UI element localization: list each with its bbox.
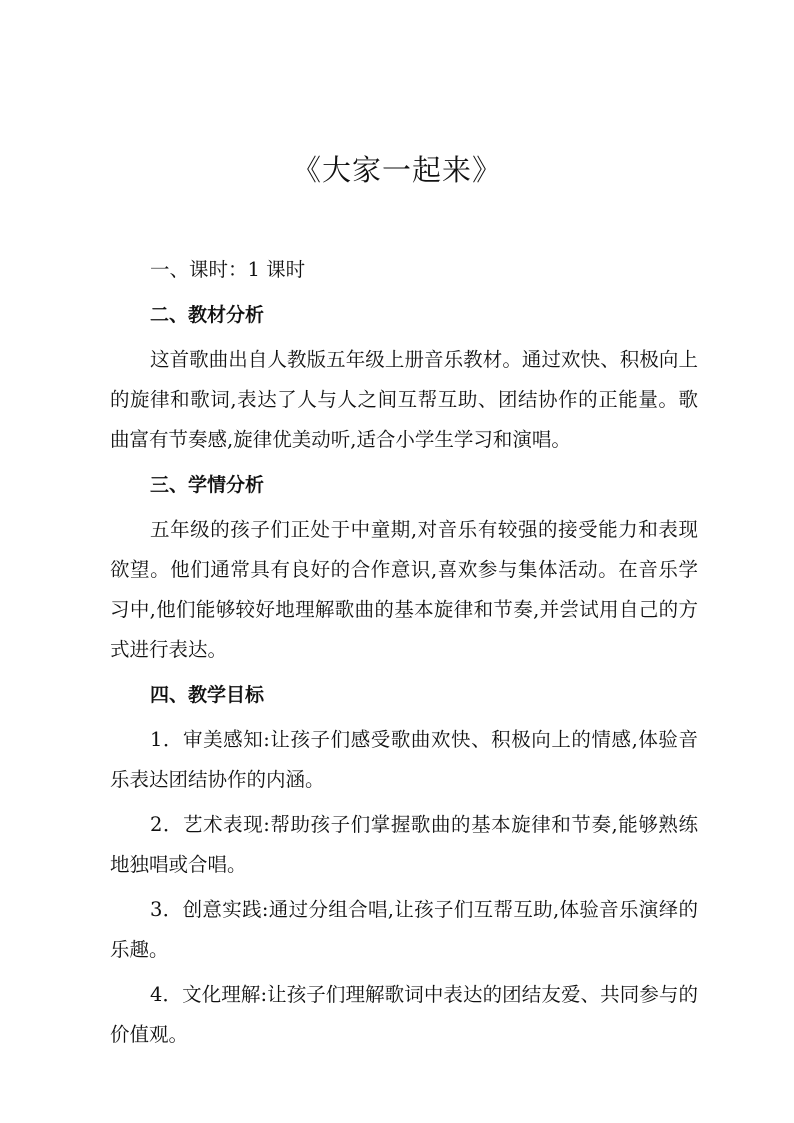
goal-item-aesthetic: 1．审美感知:让孩子们感受歌曲欢快、积极向上的情感,体验音乐表达团结协作的内涵。 [110, 728, 698, 791]
section-heading-material-analysis: 二、教材分析 [150, 304, 265, 326]
section-heading-teaching-goals: 四、教学目标 [150, 684, 265, 706]
document-title: 《大家一起来》 [291, 153, 502, 187]
lesson-hours: 一、课时：1 课时 [150, 258, 306, 281]
section-heading-student-analysis: 三、学情分析 [150, 474, 265, 496]
document-body [110, 250, 698, 1060]
paragraph-material-analysis: 这首歌曲出自人教版五年级上册音乐教材。通过欢快、积极向上的旋律和歌词,表达了人与人之间互帮互助、团结协作的正能量。歌曲富有节奏感,旋律优美动听,适合小学生学习和演唱。 [110, 348, 698, 451]
paragraph-student-analysis: 五年级的孩子们正处于中童期,对音乐有较强的接受能力和表现欲望。他们通常具有良好的合作意识,喜欢参与集体活动。在音乐学习中,他们能够较好地理解歌曲的基本旋律和节奏,并尝试用自己的方式进行表达。 [110, 518, 698, 661]
goal-item-creative: 3．创意实践:通过分组合唱,让孩子们互帮互助,体验音乐演绎的乐趣。 [110, 898, 698, 961]
goal-item-artistic: 2．艺术表现:帮助孩子们掌握歌曲的基本旋律和节奏,能够熟练地独唱或合唱。 [110, 813, 698, 876]
goal-item-cultural: 4．文化理解:让孩子们理解歌词中表达的团结友爱、共同参与的价值观。 [110, 983, 698, 1046]
